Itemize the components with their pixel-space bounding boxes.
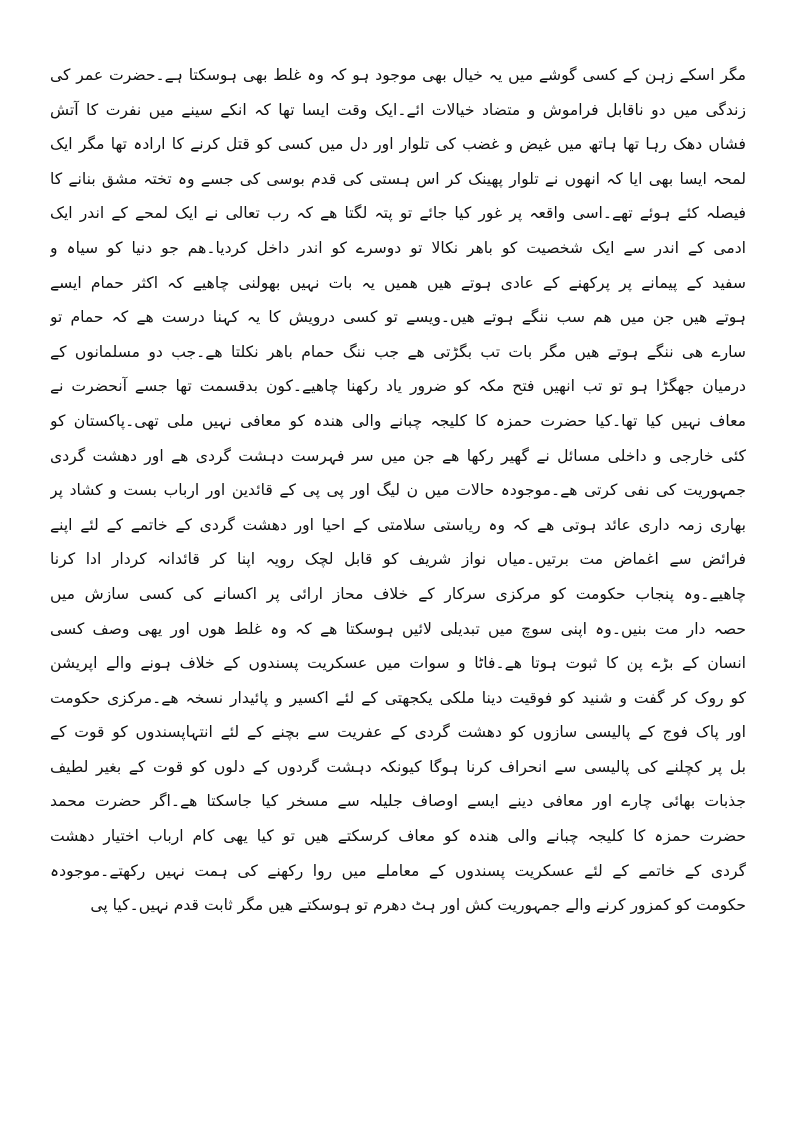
text-line: درمیان جھگڑا ہو تو تب انھیں فتح مکہ کو ضرور یاد رکھنا چاھیے۔کون بدقسمت تھا جسے آنحضرت نے — [50, 377, 746, 396]
text-line: اور پاک فوج کے پالیسی سازوں کو دھشت گردی کے عفریت سے بچنے کے لئے انتہاپسندوں کو قوت کے — [50, 723, 746, 742]
text-line: انسان کے بڑے پن کا ثبوت ہوتا ھے۔فاٹا و سوات میں عسکریت پسندوں کے خلاف ہونے والے اپریشن — [50, 654, 746, 673]
text-line: جمہوریت کی نفی کرتی ھے۔موجودہ حالات میں ن لیگ اور پی پی کے قائدین اور ارباب بست و کشاد پر — [50, 481, 746, 500]
text-line: حکومت کو کمزور کرنے والے جمہوریت کش اور ہٹ دھرم تو ہوسکتے ھیں مگر ثابت قدم نہیں۔کیا پی — [90, 896, 746, 915]
text-line: کو روک کر گفت و شنید کو فوقیت دینا ملکی یکجھتی کے لئے اکسیر و پائیدار نسخہ ھے۔مرکزی حکومت — [50, 688, 746, 707]
text-line: مگر اسکے زہن کے کسی گوشے میں یہ خیال بھی موجود ہو کہ وہ غلط بھی ہوسکتا ہے۔حضرت عمر کی — [50, 66, 746, 84]
text-line: کئی خارجی و داخلی مسائل نے گھیر رکھا ھے جن میں سر فہرست دہشت گردی ھے اور دھشت گردی — [50, 446, 746, 465]
text-line: حضرت حمزہ کا کلیجہ چبانے والی ھندہ کو معاف کرسکتے ھیں تو کیا یھی کام ارباب اختیار دھشت — [50, 827, 746, 846]
text-line: چاھیے۔وہ پنجاب حکومت کو مرکزی سرکار کے خلاف محاز ارائی پر اکسانے کی کسی سازش میں — [50, 584, 746, 603]
text-line: فشاں دھک رہا تھا ہاتھ میں غیض و غضب کی تلوار اور دل میں کسی کو قتل کرنے کا ارادہ تھا مگر ایک — [50, 135, 746, 154]
text-line: سارے ھی ننگے ہوتے ھیں مگر بات تب بگڑتی ھے جب ننگ حمام باھر نکلتا ھے۔جب دو مسلمانوں کے — [50, 342, 746, 361]
text-line: لمحہ ایسا بھی ایا کہ انھوں نے تلوار پھینک کر اس ہستی کی قدم بوسی کی جسے وہ تختہ مشق بنانے کا — [50, 169, 746, 188]
text-line: فیصلہ کئے ہوئے تھے۔اسی واقعہ پر غور کیا جائے تو پتہ لگتا ھے کہ رب تعالی نے ایک لمحے کے اندر ایک — [50, 204, 746, 223]
text-line: بل پر کچلنے کی پالیسی سے انحراف کرنا ہوگا کیونکہ دہشت گردوں کے دلوں کو قوت کے بغیر لطیف — [50, 757, 746, 776]
text-line: زندگی میں دو ناقابل فراموش و متضاد خیالات ائے۔ایک وقت ایسا تھا کہ انکے سینے میں نفرت کا آتش — [50, 100, 746, 119]
text-line: حصہ دار مت بنیں۔وہ اپنی سوچ میں تبدیلی لائیں ہوسکتا ھے کہ وہ غلط ھوں اور یھی وصف کسی — [50, 619, 746, 638]
text-line: ہوتے ھیں جن میں ھم سب ننگے ہوتے ھیں۔ویسے تو کسی درویش کا یہ کہنا درست ھے کہ حمام تو — [50, 308, 746, 327]
text-line: فرائض سے اغماض مت برتیں۔میاں نواز شریف کو قابل لچک رویہ اپنا کر قائدانہ کردار ادا کرنا — [50, 550, 746, 569]
text-line: بھاری زمہ داری عائد ہوتی ھے کہ وہ ریاستی سلامتی کے احیا اور دھشت گردی کے خاتمے کے لئے اپنے — [50, 515, 746, 534]
text-line: جذبات بھائی چارے اور معافی دینے ایسے اوصاف جلیلہ سے مسخر کیا جاسکتا ھے۔اگر حضرت محمد — [50, 792, 746, 811]
text-line: معاف نہیں کیا تھا۔کیا حضرت حمزہ کا کلیجہ چبانے والی ھندہ کو معافی نہیں ملی تھی۔پاکستان کو — [50, 411, 746, 430]
text-line: سفید کے پیمانے پر پرکھنے کے عادی ہوتے ھیں ھمیں یہ بات نہیں بھولنی چاھیے کہ اکثر حمام ایسے — [50, 273, 746, 292]
text-line: گردی کے خاتمے کے لئے عسکریت پسندوں کے معاملے میں روا رکھنے کی ہمت نہیں رکھتے۔موجودہ — [50, 861, 746, 880]
text-line: ادمی کے اندر سے ایک شخصیت کو باھر نکالا تو دوسرے کو اندر داخل کردیا۔ھم جو دنیا کو سیاہ و — [50, 238, 746, 257]
urdu-article-body — [50, 58, 746, 923]
